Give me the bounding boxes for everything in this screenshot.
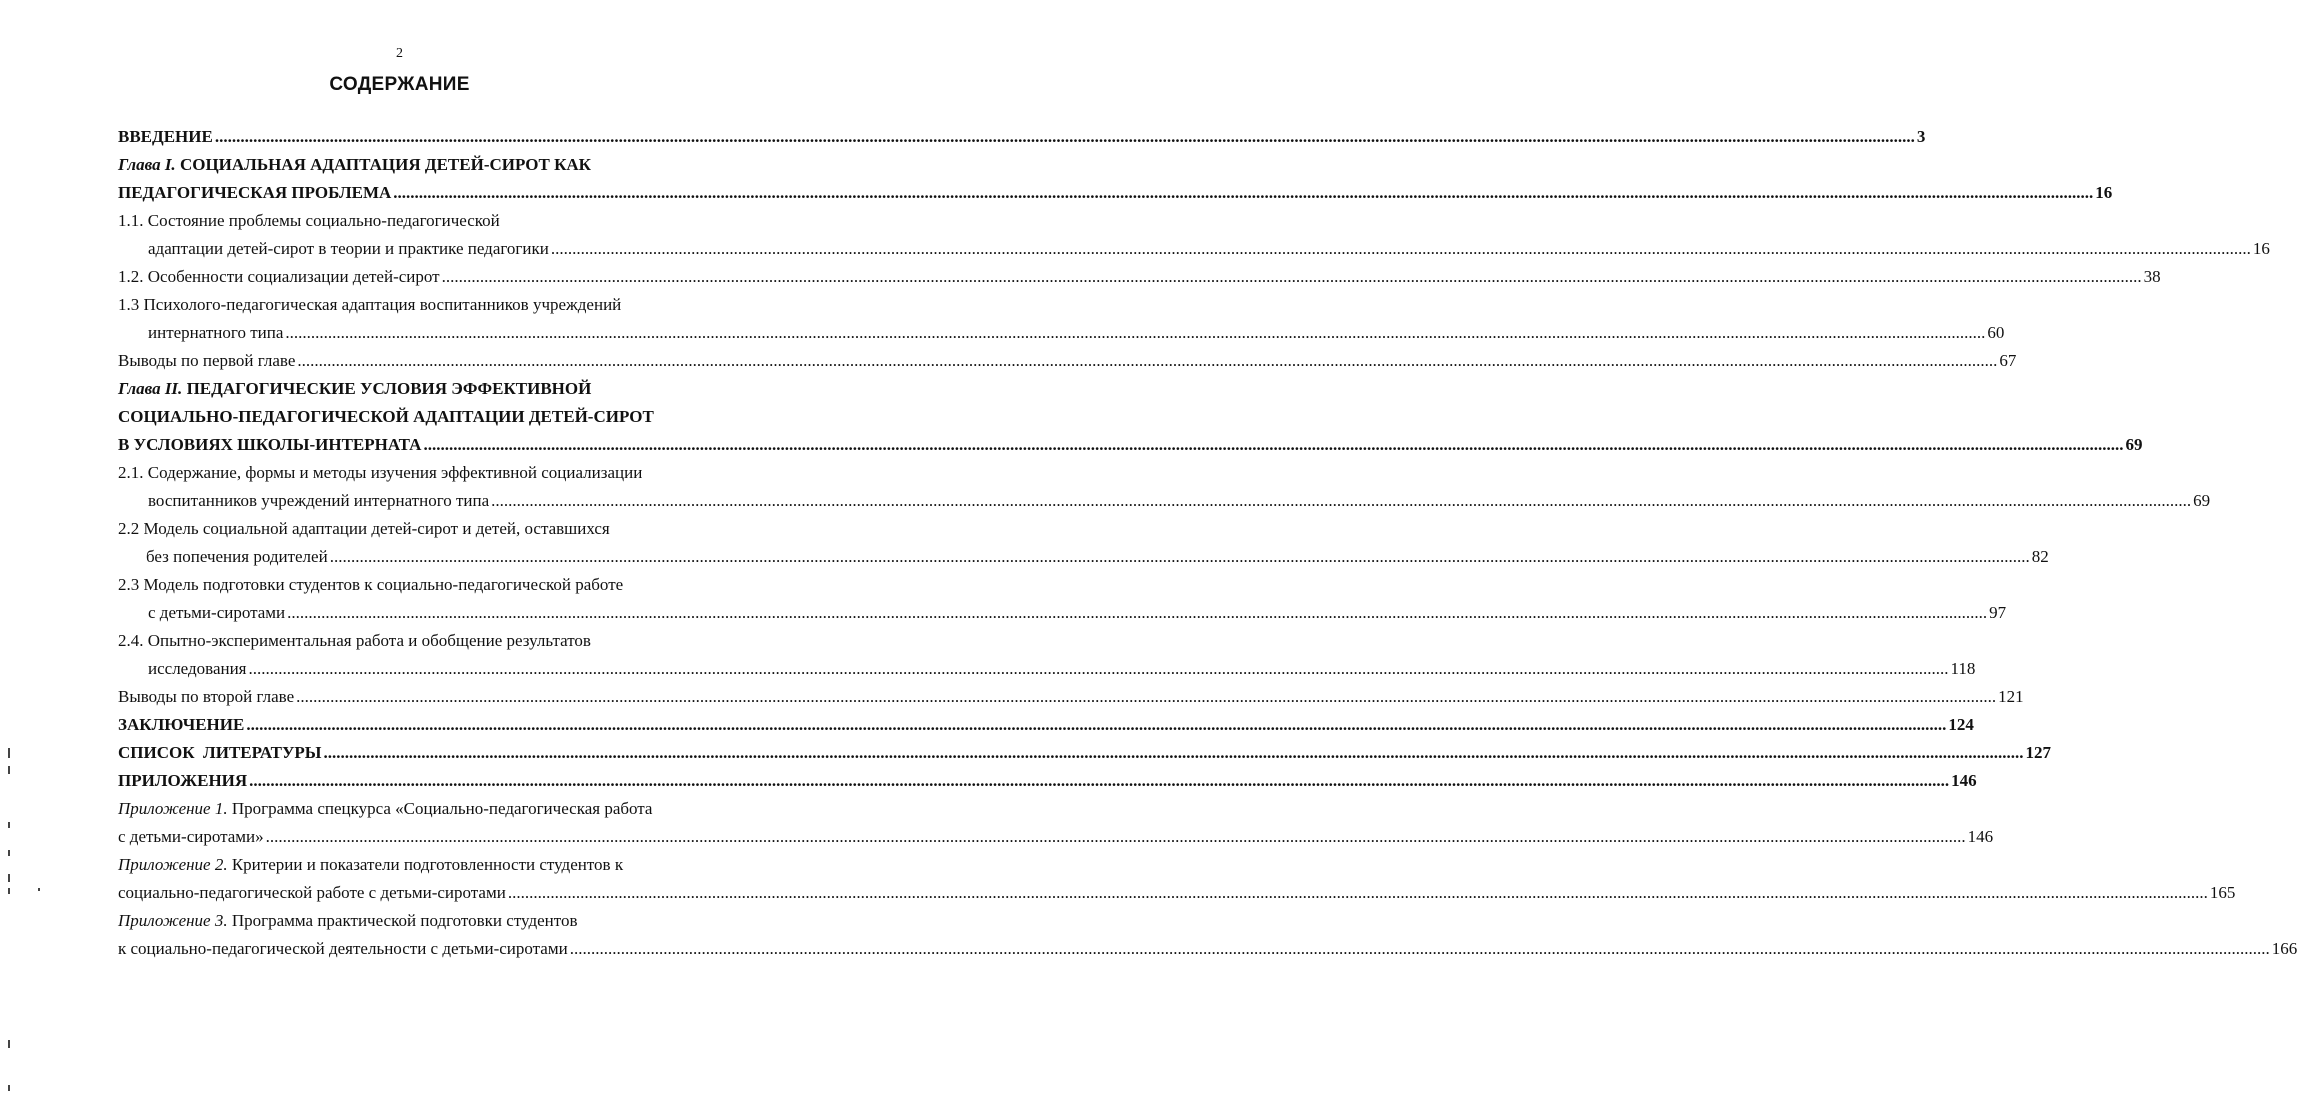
dot-leader: ................................................................................................................................................................................................................................................................................................................................................................................................................ [249, 771, 1950, 790]
scan-artifact [8, 1085, 10, 1091]
dot-leader: ................................................................................................................................................................................................................................................................................................................................................................................................................ [246, 715, 1947, 734]
toc-chapter2-line3 [118, 432, 2143, 458]
dot-leader: ................................................................................................................................................................................................................................................................................................................................................................................................................ [491, 491, 2192, 510]
toc-entry-title: Программа практической подготовки студентов [231, 911, 578, 930]
toc-page-number: 121 [1998, 687, 2024, 706]
toc-entry-title: Программа спецкурса «Социально-педагогическая работа [231, 799, 653, 818]
toc-entry-title: ЗАКЛЮЧЕНИЕ [118, 715, 245, 734]
dot-leader: ................................................................................................................................................................................................................................................................................................................................................................................................................ [214, 127, 1915, 146]
dot-leader: ................................................................................................................................................................................................................................................................................................................................................................................................................ [296, 687, 1997, 706]
toc-entry-title: Выводы по второй главе [118, 687, 295, 706]
chapter-title: ПЕДАГОГИЧЕСКИЕ УСЛОВИЯ ЭФФЕКТИВНОЙ [186, 379, 592, 398]
toc-entry-title: ПРИЛОЖЕНИЯ [118, 771, 248, 790]
toc-section-1-3-line2 [148, 320, 2005, 346]
toc-page-number: 146 [1951, 771, 1977, 790]
scan-artifact [8, 822, 10, 828]
toc-entry-title: с детьми-сиротами [148, 603, 286, 622]
toc-section-1-1-line2 [148, 236, 2270, 262]
dot-leader: ................................................................................................................................................................................................................................................................................................................................................................................................................ [248, 659, 1949, 678]
chapter-title: В УСЛОВИЯХ ШКОЛЫ-ИНТЕРНАТА [118, 435, 422, 454]
dot-leader: ................................................................................................................................................................................................................................................................................................................................................................................................................ [285, 323, 1986, 342]
toc-entry-title: без попечения родителей [146, 547, 328, 566]
toc-page-number: 118 [1950, 659, 1976, 678]
scan-artifact [38, 888, 40, 891]
toc-chapter2-line2 [118, 404, 740, 430]
dot-leader: ................................................................................................................................................................................................................................................................................................................................................................................................................ [423, 435, 2124, 454]
page-number: 2 [396, 46, 403, 61]
toc-appendix-2-line1 [118, 852, 740, 878]
toc-section-2-3-line2 [148, 600, 2007, 626]
toc-entry-title: 2.2 Модель социальной адаптации детей-сирот и детей, оставшихся [118, 519, 610, 538]
toc-section-2-3-line1 [118, 572, 740, 598]
toc-section-1-1-line1 [118, 208, 740, 234]
toc-entry-title: СПИСОК ЛИТЕРАТУРЫ [118, 743, 322, 762]
toc-section-2-1-line2 [148, 488, 2211, 514]
appendix-label: Приложение 2. [118, 855, 228, 874]
toc-section-2-2-line2 [146, 544, 2049, 570]
chapter-title: СОЦИАЛЬНО-ПЕДАГОГИЧЕСКОЙ АДАПТАЦИИ ДЕТЕЙ-СИРОТ [118, 407, 654, 426]
toc-bibliography [118, 740, 2052, 766]
dot-leader: ................................................................................................................................................................................................................................................................................................................................................................................................................ [329, 547, 2030, 566]
toc-page-number: 146 [1967, 827, 1994, 846]
dot-leader: ................................................................................................................................................................................................................................................................................................................................................................................................................ [265, 827, 1966, 846]
dot-leader: ................................................................................................................................................................................................................................................................................................................................................................................................................ [569, 939, 2270, 958]
toc-page-number: 60 [1987, 323, 2005, 342]
toc-conclusion [118, 712, 1974, 738]
toc-section-1-2 [118, 264, 2161, 290]
toc-section-2-4-line1 [118, 628, 740, 654]
chapter-label: Глава I. [118, 155, 176, 174]
toc-page-number: 3 [1916, 127, 1926, 146]
scan-artifact [8, 1040, 10, 1048]
toc-page-number: 69 [2125, 435, 2143, 454]
toc-entry-title: исследования [148, 659, 247, 678]
toc-section-2-1-line1 [118, 460, 740, 486]
toc-entry-title: Критерии и показатели подготовленности студентов к [231, 855, 624, 874]
toc-page-number: 97 [1989, 603, 2007, 622]
chapter-title: ПЕДАГОГИЧЕСКАЯ ПРОБЛЕМА [118, 183, 392, 202]
toc-section-2-2-line1 [118, 516, 740, 542]
toc-page-number: 165 [2209, 883, 2236, 902]
toc-section-1-3-line1 [118, 292, 740, 318]
page-title: СОДЕРЖАНИЕ [329, 74, 470, 95]
dot-leader: ................................................................................................................................................................................................................................................................................................................................................................................................................ [507, 883, 2208, 902]
toc-page-number: 127 [2025, 743, 2052, 762]
appendix-label: Приложение 3. [118, 911, 228, 930]
toc-entry-title: интернатного типа [148, 323, 284, 342]
toc-appendices [118, 768, 1977, 794]
toc-appendix-1-line1 [118, 796, 740, 822]
toc-chapter1-line2 [118, 180, 2113, 206]
toc-page-number: 16 [2095, 183, 2113, 202]
toc-page-number: 16 [2252, 239, 2270, 258]
toc-conclusions-1 [118, 348, 2017, 374]
toc-entry-title: 1.2. Особенности социализации детей-сирот [118, 267, 440, 286]
toc-entry-title: ВВЕДЕНИЕ [118, 127, 213, 146]
dot-leader: ................................................................................................................................................................................................................................................................................................................................................................................................................ [441, 267, 2142, 286]
toc-entry-title: социально-педагогической работе с детьми-сиротами [118, 883, 506, 902]
appendix-label: Приложение 1. [118, 799, 228, 818]
toc-entry-introduction [118, 124, 1926, 150]
toc-entry-title: Выводы по первой главе [118, 351, 296, 370]
toc-page-number: 67 [1999, 351, 2017, 370]
scan-artifact [8, 850, 10, 856]
toc-page-number: 166 [2271, 939, 2297, 958]
toc-appendix-3-line1 [118, 908, 740, 934]
dot-leader: ................................................................................................................................................................................................................................................................................................................................................................................................................ [393, 183, 2094, 202]
chapter-label: Глава II. [118, 379, 183, 398]
toc-conclusions-2 [118, 684, 2024, 710]
dot-leader: ................................................................................................................................................................................................................................................................................................................................................................................................................ [323, 743, 2024, 762]
scan-artifact [8, 888, 10, 894]
toc-entry-title: 2.4. Опытно-экспериментальная работа и обобщение результатов [118, 631, 591, 650]
toc-chapter2-line1 [118, 376, 740, 402]
dot-leader: ................................................................................................................................................................................................................................................................................................................................................................................................................ [287, 603, 1988, 622]
dot-leader: ................................................................................................................................................................................................................................................................................................................................................................................................................ [297, 351, 1998, 370]
toc-page-number: 82 [2031, 547, 2049, 566]
toc-page-number: 69 [2193, 491, 2211, 510]
toc-chapter1-line1 [118, 152, 740, 178]
chapter-title: СОЦИАЛЬНАЯ АДАПТАЦИЯ ДЕТЕЙ-СИРОТ КАК [179, 155, 592, 174]
toc-entry-title: к социально-педагогической деятельности с детьми-сиротами [118, 939, 568, 958]
toc-section-2-4-line2 [148, 656, 1976, 682]
toc-appendix-2-line2 [118, 880, 2236, 906]
toc-entry-title: воспитанников учреждений интернатного типа [148, 491, 490, 510]
toc-appendix-3-line2 [118, 936, 2297, 962]
dot-leader: ................................................................................................................................................................................................................................................................................................................................................................................................................ [550, 239, 2251, 258]
toc-entry-title: адаптации детей-сирот в теории и практике педагогики [148, 239, 549, 258]
scan-artifact [8, 748, 10, 758]
scan-artifact [8, 766, 10, 774]
toc-entry-title: 2.1. Содержание, формы и методы изучения эффективной социализации [118, 463, 643, 482]
scan-artifact [8, 874, 10, 882]
toc-appendix-1-line2 [118, 824, 1994, 850]
toc-page-number: 38 [2143, 267, 2161, 286]
toc-entry-title: 2.3 Модель подготовки студентов к социально-педагогической работе [118, 575, 624, 594]
toc-entry-title: 1.1. Состояние проблемы социально-педагогической [118, 211, 500, 230]
toc-page-number: 124 [1948, 715, 1974, 734]
toc-entry-title: с детьми-сиротами» [118, 827, 264, 846]
toc-entry-title: 1.3 Психолого-педагогическая адаптация воспитанников учреждений [118, 295, 622, 314]
